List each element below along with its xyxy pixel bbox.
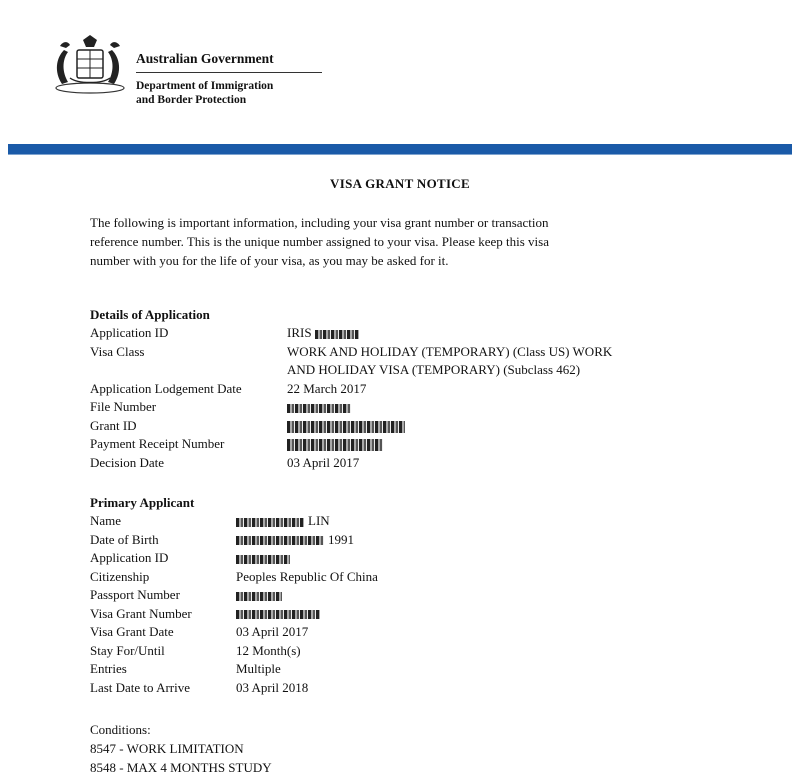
row-last-date-to-arrive: [90, 679, 730, 698]
field-label: Visa Grant Date: [90, 624, 174, 639]
field-label: Last Date to Arrive: [90, 679, 190, 695]
field-value: LIN: [236, 512, 730, 531]
field-value: [236, 586, 730, 605]
field-label: Citizenship: [90, 568, 150, 584]
coat-of-arms-icon: [44, 32, 136, 96]
row-visa-class: [90, 343, 730, 380]
intro-line: reference number. This is the unique number assigned to your visa. Please keep this visa: [90, 234, 549, 249]
department-line-2: and Border Protection: [136, 94, 247, 106]
redacted-mark: [287, 404, 351, 413]
intro-line: number with you for the life of your visa, as you may be asked for it.: [90, 253, 449, 268]
application-details: [90, 306, 730, 472]
field-value: [287, 435, 730, 454]
field-value: 22 March 2017: [287, 380, 367, 396]
field-label: Visa Grant Number: [90, 605, 192, 621]
row-visa-grant-number: [90, 605, 730, 624]
intro-line: The following is important information, including your visa grant number or transaction: [90, 215, 549, 230]
row-date-of-birth: [90, 531, 730, 550]
field-value: 1991: [236, 531, 730, 550]
letterhead: [44, 32, 344, 112]
field-value: 03 April 2017: [236, 624, 309, 639]
field-label: Entries: [90, 661, 127, 676]
field-value: WORK AND HOLIDAY (TEMPORARY) (Class US) WORK AND HOLIDAY VISA (TEMPORARY) (Subclass 462): [287, 343, 613, 377]
row-file-number: [90, 398, 730, 417]
row-stay-for: [90, 642, 730, 661]
field-label: Decision Date: [90, 454, 165, 470]
field-label: Date of Birth: [90, 531, 159, 547]
field-value: [287, 398, 730, 417]
row-application-id: [90, 324, 730, 343]
row-decision-date: [90, 454, 730, 473]
field-label: Passport Number: [90, 587, 180, 602]
redacted-mark: [236, 536, 324, 545]
row-entries: [90, 660, 730, 679]
field-value: [236, 549, 730, 568]
redacted-mark: [315, 330, 359, 339]
applicant-heading: Primary Applicant: [90, 495, 195, 510]
department-line-1: Department of Immigration: [136, 80, 274, 92]
redacted-mark: [287, 439, 383, 451]
condition-item: 8548 - MAX 4 MONTHS STUDY: [90, 760, 272, 775]
intro-paragraph: [90, 213, 690, 270]
document-title: VISA GRANT NOTICE: [330, 176, 470, 191]
row-payment-receipt: [90, 435, 730, 454]
blue-divider-bar: [8, 144, 792, 154]
redacted-mark: [236, 610, 320, 619]
redacted-mark: [236, 555, 290, 564]
field-value: Multiple: [236, 661, 281, 676]
field-value: 03 April 2018: [236, 679, 309, 695]
field-value: Peoples Republic Of China: [236, 568, 378, 584]
redacted-mark: [236, 518, 304, 527]
field-label: Application Lodgement Date: [90, 380, 242, 396]
field-value: 12 Month(s): [236, 642, 301, 658]
row-applicant-application-id: [90, 549, 730, 568]
application-heading: Details of Application: [90, 307, 210, 322]
row-visa-grant-date: [90, 623, 730, 642]
primary-applicant: [90, 494, 730, 697]
field-label: Name: [90, 513, 122, 528]
redacted-mark: [287, 421, 405, 433]
row-passport-number: [90, 586, 730, 605]
redacted-mark: [236, 592, 282, 601]
field-label: Application ID: [90, 550, 169, 565]
government-block: [136, 50, 322, 107]
field-label: Payment Receipt Number: [90, 436, 225, 451]
government-name: Australian Government: [136, 51, 274, 66]
row-name: [90, 512, 730, 531]
condition-item: 8547 - WORK LIMITATION: [90, 741, 244, 756]
field-label: Visa Class: [90, 343, 145, 359]
field-value: [236, 605, 730, 624]
field-label: Stay For/Until: [90, 642, 165, 658]
row-lodgement-date: [90, 380, 730, 399]
field-value: [287, 417, 730, 436]
field-label: File Number: [90, 399, 157, 414]
field-label: Application ID: [90, 325, 169, 340]
field-value: IRIS: [287, 324, 730, 343]
conditions: [90, 720, 272, 777]
conditions-heading: Conditions:: [90, 722, 151, 737]
row-grant-id: [90, 417, 730, 436]
header-divider: [136, 72, 322, 73]
field-label: Grant ID: [90, 417, 137, 433]
field-value: 03 April 2017: [287, 454, 360, 470]
row-citizenship: [90, 568, 730, 587]
